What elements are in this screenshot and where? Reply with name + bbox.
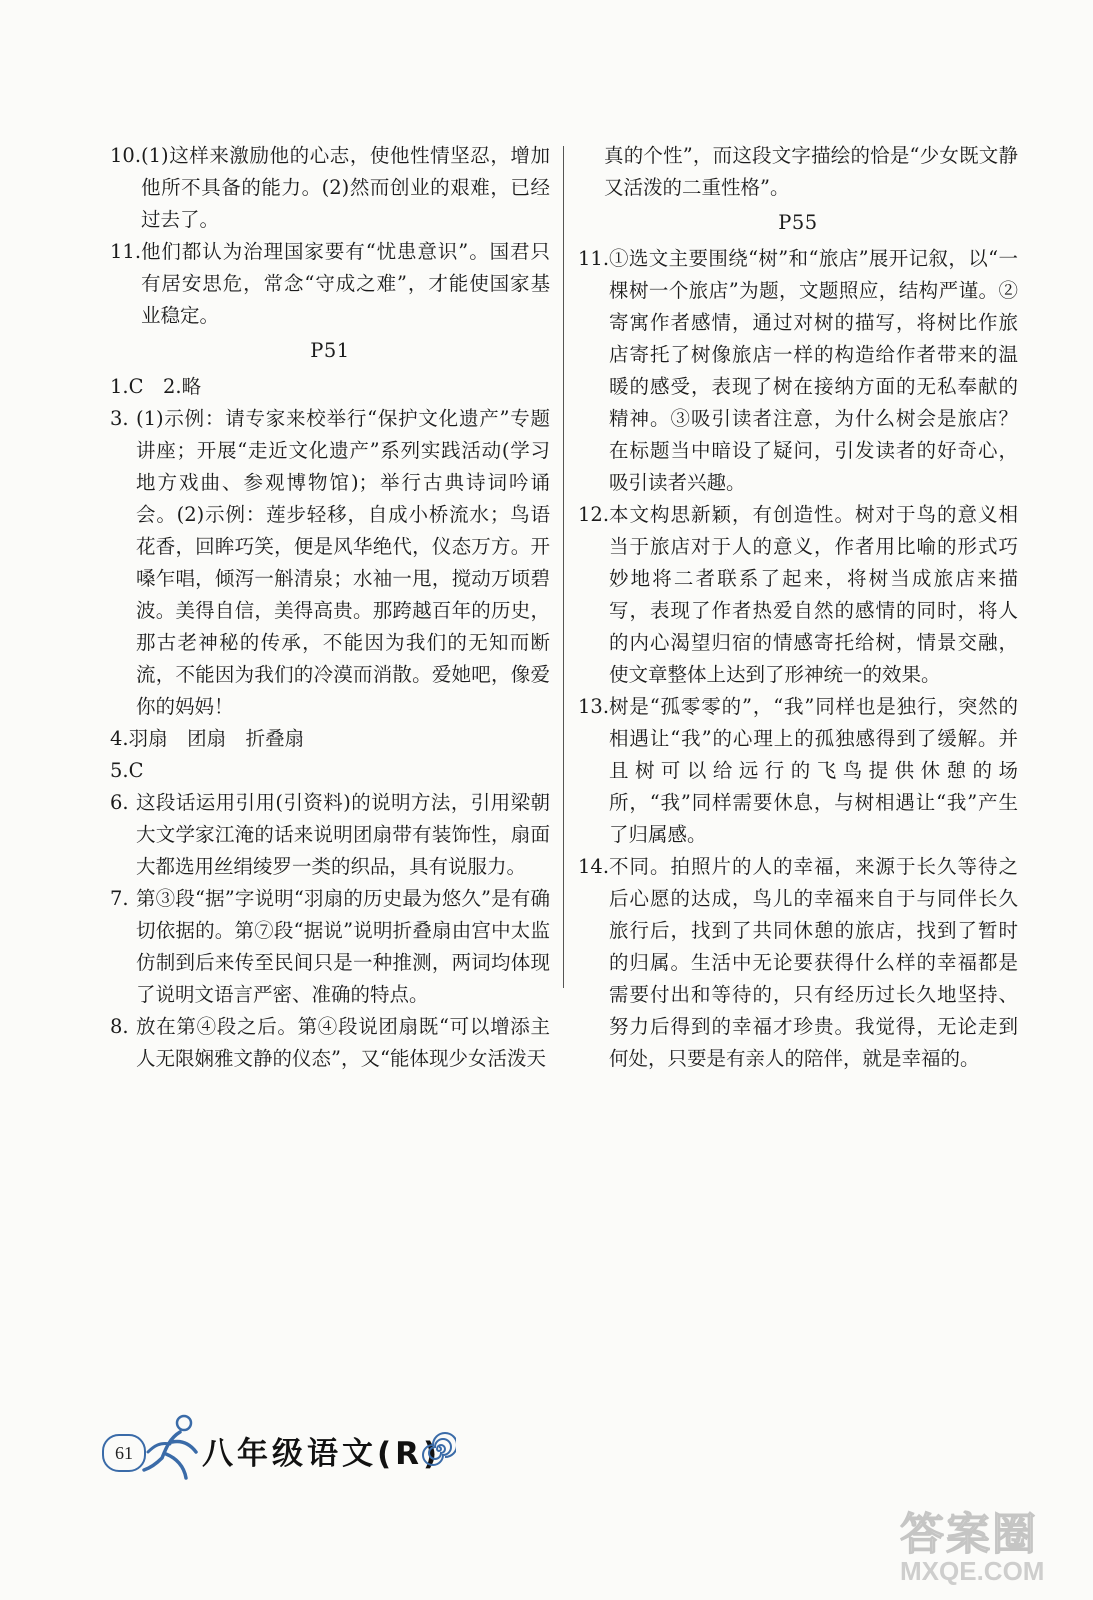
page-footer bbox=[102, 1414, 482, 1484]
page-number: 61 bbox=[102, 1434, 146, 1472]
answer-8-continued: 真的个性”，而这段文字描绘的恰是“少女既文静又活泼的二重性格”。 bbox=[604, 144, 1018, 199]
runner-icon bbox=[140, 1414, 210, 1482]
answer-p55-12: 12. 本文构思新颖，有创造性。树对于鸟的意义相当于旅店对于人的意义，作者用比喻的形式巧妙地将二者联系了起来，将树当成旅店来描写，表现了作者热爱自然的感情的同时，将人的内心渴望归宿的情感寄托给树，情景交融，使文章整体上达到了形神统一的效果。 bbox=[578, 503, 1018, 686]
section-heading-p55: P55 bbox=[778, 211, 818, 234]
answer-1-2: 1.C 2.略 bbox=[110, 375, 202, 398]
answer-p55-11: 11. ①选文主要围绕“树”和“旅店”展开记叙，以“一棵树一个旅店”为题，文题照应，结构严谨。②寄寓作者感情，通过对树的描写，将树比作旅店寄托了树像旅店一样的构造给作者带来的温暖的感受，表现了树在接纳方面的无私奉献的精神。③吸引读者注意，为什么树会是旅店？在标题当中暗设了疑问，引发读者的好奇心，吸引读者兴趣。 bbox=[578, 247, 1018, 494]
watermark-url: MXQE.COM bbox=[900, 1556, 1045, 1586]
answer-10: 10. (1)这样来激励他的心志，使他性情坚忍，增加他所不具备的能力。(2)然而创业的艰难，已经过去了。 bbox=[110, 144, 550, 231]
book-title: 八年级语文(R) bbox=[202, 1436, 442, 1472]
answer-5: 5.C bbox=[110, 759, 144, 782]
left-column bbox=[110, 140, 550, 1075]
answer-p55-13: 13. 树是“孤零零的”，“我”同样也是独行，突然的相遇让“我”的心理上的孤独感得到了缓解。并且树可以给远行的飞鸟提供休憩的场所，“我”同样需要休息，与树相遇让“我”产生了归属感。 bbox=[578, 695, 1018, 846]
answer-8: 8. 放在第④段之后。第④段说团扇既“可以增添主人无限娴雅文静的仪态”，又“能体现少女活泼天 bbox=[110, 1015, 550, 1070]
answer-4: 4.羽扇 团扇 折叠扇 bbox=[110, 727, 305, 750]
section-heading-p51: P51 bbox=[310, 339, 350, 362]
answer-3: 3. (1)示例：请专家来校举行“保护文化遗产”专题讲座；开展“走近文化遗产”系列实践活动(学习地方戏曲、参观博物馆)；举行古典诗词吟诵会。(2)示例：莲步轻移，自成小桥流水；鸟语花香，回眸巧笑，便是风华绝代，仪态万方。开嗓乍唱，倾泻一斛清泉；水袖一甩，搅动万顷碧波。美得自信，美得高贵。那跨越百年的历史，那古老神秘的传承，不能因为我们的无知而断流，不能因为我们的冷漠而消散。爱她吧，像爱你的妈妈！ bbox=[110, 407, 550, 718]
swirl-icon bbox=[422, 1432, 456, 1466]
watermark-logo: 答案圈 bbox=[900, 1509, 1038, 1560]
answer-7: 7. 第③段“据”字说明“羽扇的历史最为悠久”是有确切依据的。第⑦段“据说”说明折叠扇由宫中太监仿制到后来传至民间只是一种推测，两词均体现了说明文语言严密、准确的特点。 bbox=[110, 887, 550, 1006]
answer-11: 11. 他们都认为治理国家要有“忧患意识”。国君只有居安思危，常念“守成之难”，才能使国家基业稳定。 bbox=[110, 240, 550, 327]
right-column bbox=[578, 140, 1018, 1075]
column-divider bbox=[563, 146, 564, 988]
answer-p55-14: 14. 不同。拍照片的人的幸福，来源于长久等待之后心愿的达成，鸟儿的幸福来自于与同伴长久旅行后，找到了共同休憩的旅店，找到了暂时的归属。生活中无论要获得什么样的幸福都是需要付出和等待的，只有经历过长久地坚持、努力后得到的幸福才珍贵。我觉得，无论走到何处，只要是有亲人的陪伴，就是幸福的。 bbox=[578, 855, 1018, 1070]
watermark bbox=[900, 1498, 1085, 1593]
answer-6: 6. 这段话运用引用(引资料)的说明方法，引用梁朝大文学家江淹的话来说明团扇带有装饰性，扇面大都选用丝绢绫罗一类的织品，具有说服力。 bbox=[110, 791, 550, 878]
